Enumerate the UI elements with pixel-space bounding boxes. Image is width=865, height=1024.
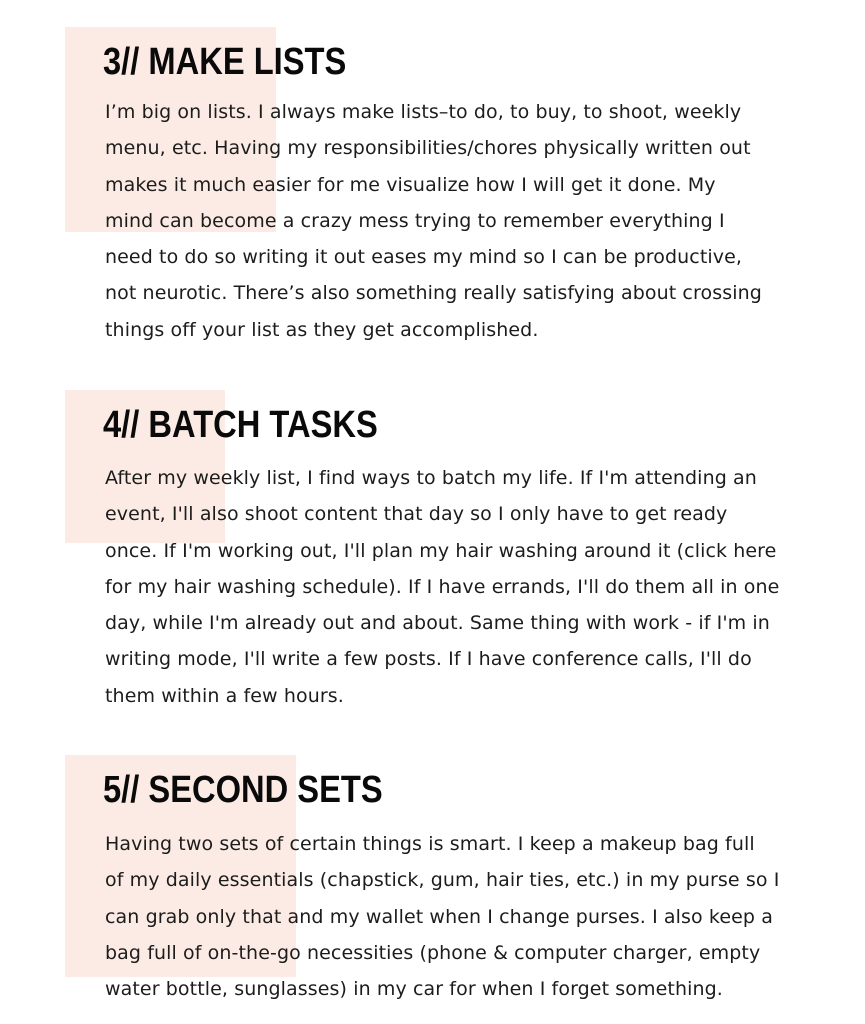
text-line: once. If I'm working out, I'll plan my hair washing around it (click here [105,539,777,562]
text-line: mind can become a crazy mess trying to remember everything I [105,209,725,232]
text-line: After my weekly list, I find ways to batch my life. If I'm attending an [105,467,757,489]
text-line: not neurotic. There’s also something really satisfying about crossing [105,282,762,305]
text-line: need to do so writing it out eases my mind so I can be productive, [105,246,743,269]
section-heading: 3// MAKE LISTS [103,41,347,83]
text-line: day, while I'm already out and about. Same thing with work - if I'm in [105,612,770,635]
text-line: water bottle, sunglasses) in my car for when I forget something. [105,978,723,1001]
section-body [105,826,845,1007]
text-line: them within a few hours. [105,684,344,707]
text-line: things off your list as they get accomplished. [105,318,539,341]
text-line: writing mode, I'll write a few posts. If I have conference calls, I'll do [105,648,752,671]
text-line: I’m big on lists. I always make lists–to do, to buy, to shoot, weekly [105,101,742,123]
text-line: can grab only that and my wallet when I change purses. I also keep a [105,905,773,928]
section-heading: 5// SECOND SETS [103,769,383,811]
text-line: Having two sets of certain things is smart. I keep a makeup bag full [105,833,755,855]
text-line: event, I'll also shoot content that day so I only have to get ready [105,503,728,526]
text-line: bag full of on-the-go necessities (phone & computer charger, empty [105,941,761,964]
section-body [105,94,845,348]
text-line: for my hair washing schedule). If I have errands, I'll do them all in one [105,575,780,598]
section-heading: 4// BATCH TASKS [103,404,378,446]
text-line: makes it much easier for me visualize how I will get it done. My [105,173,716,196]
text-line: menu, etc. Having my responsibilities/chores physically written out [105,137,751,160]
section-body [105,460,845,714]
text-line: of my daily essentials (chapstick, gum, hair ties, etc.) in my purse so I [105,869,780,892]
